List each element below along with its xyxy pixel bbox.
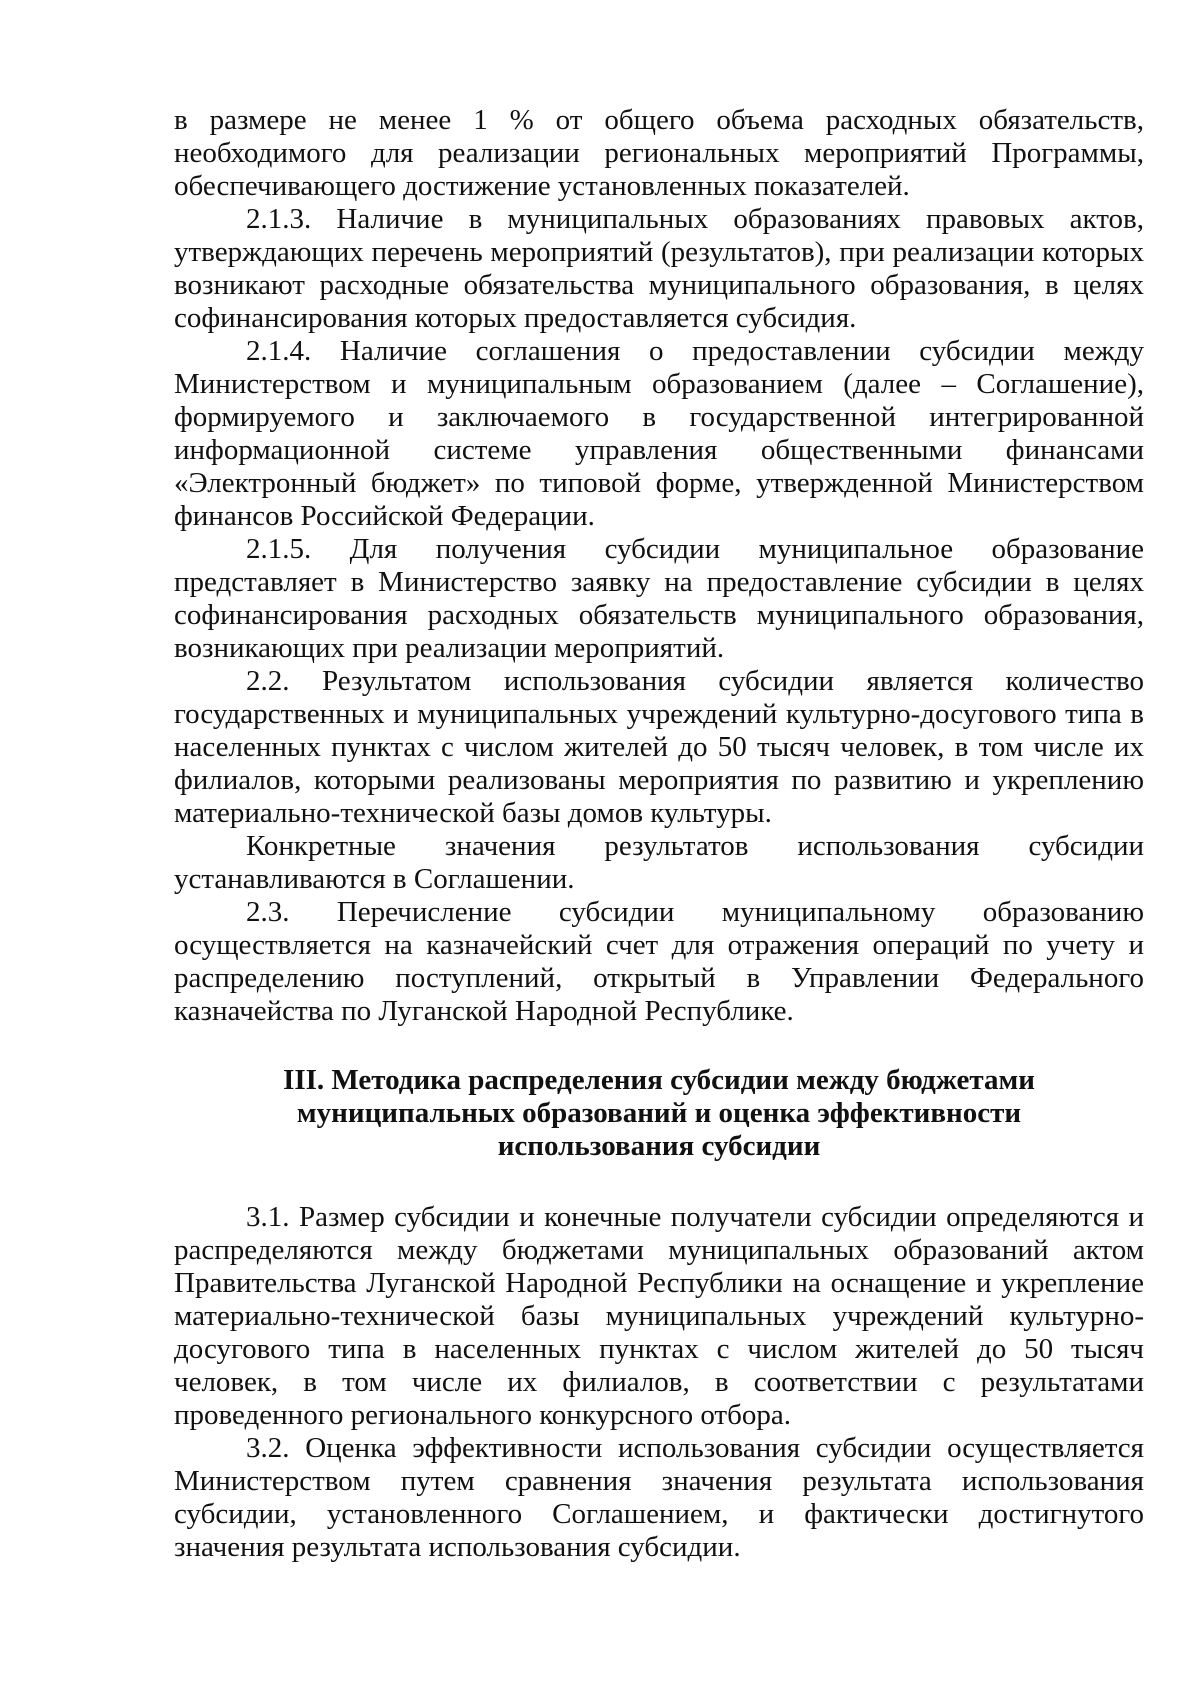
paragraph-3-1: 3.1. Размер субсидии и конечные получатели субсидии определяются и распределяются между бюджетами муниципальных образований актом Правительства Луганской Народной Республики на оснащение и укрепление материально-технической базы муниципальных учреждений культурно-досугового типа в населенных пунктах с числом жителей до 50 тысяч человек, в том числе их филиалов, в соответствии с результатами проведенного регионального конкурсного отбора.: [174, 1201, 1144, 1431]
paragraph-2-2: 2.2. Результатом использования субсидии является количество государственных и муниципальных учреждений культурно-досугового типа в населенных пунктах с числом жителей до 50 тысяч человек, в том числе их филиалов, которыми реализованы мероприятия по развитию и укреплению материально-технической базы домов культуры.: [174, 665, 1144, 829]
paragraph-2-1-5: 2.1.5. Для получения субсидии муниципальное образование представляет в Министерство заявку на предоставление субсидии в целях софинансирования расходных обязательств муниципального образования, возникающих при реализации мероприятий.: [174, 533, 1144, 664]
paragraph-3-2: 3.2. Оценка эффективности использования субсидии осуществляется Министерством путем сравнения значения результата использования субсидии, установленного Соглашением, и фактически достигнутого значения результата использования субсидии.: [174, 1432, 1144, 1563]
paragraph-continuation: в размере не менее 1 % от общего объема расходных обязательств, необходимого для реализации региональных мероприятий Программы, обеспечивающего достижение установленных показателей.: [174, 104, 1144, 202]
paragraph-2-2-values: Конкретные значения результатов использования субсидии устанавливаются в Соглашении.: [174, 830, 1144, 895]
paragraph-2-3: 2.3. Перечисление субсидии муниципальному образованию осуществляется на казначейский счет для отражения операций по учету и распределению поступлений, открытый в Управлении Федерального казначейства по Луганской Народной Республике.: [174, 896, 1144, 1027]
paragraph-2-1-4: 2.1.4. Наличие соглашения о предоставлении субсидии между Министерством и муниципальным образованием (далее – Соглашение), формируемого и заключаемого в государственной интегрированной информационной системе управления общественными финансами «Электронный бюджет» по типовой форме, утвержденной Министерством финансов Российской Федерации.: [174, 335, 1144, 532]
section-title: [174, 1064, 1144, 1163]
section-title-line-2: муниципальных образований и оценка эффективности: [296, 1097, 1022, 1129]
section-title-line-1: III. Методика распределения субсидии между бюджетами: [283, 1064, 1035, 1096]
paragraph-2-1-3: 2.1.3. Наличие в муниципальных образованиях правовых актов, утверждающих перечень мероприятий (результатов), при реализации которых возникают расходные обязательства муниципального образования, в целях софинансирования которых предоставляется субсидия.: [174, 203, 1144, 334]
section-title-line-3: использования субсидии: [497, 1130, 821, 1162]
document-page: [174, 104, 1144, 1564]
